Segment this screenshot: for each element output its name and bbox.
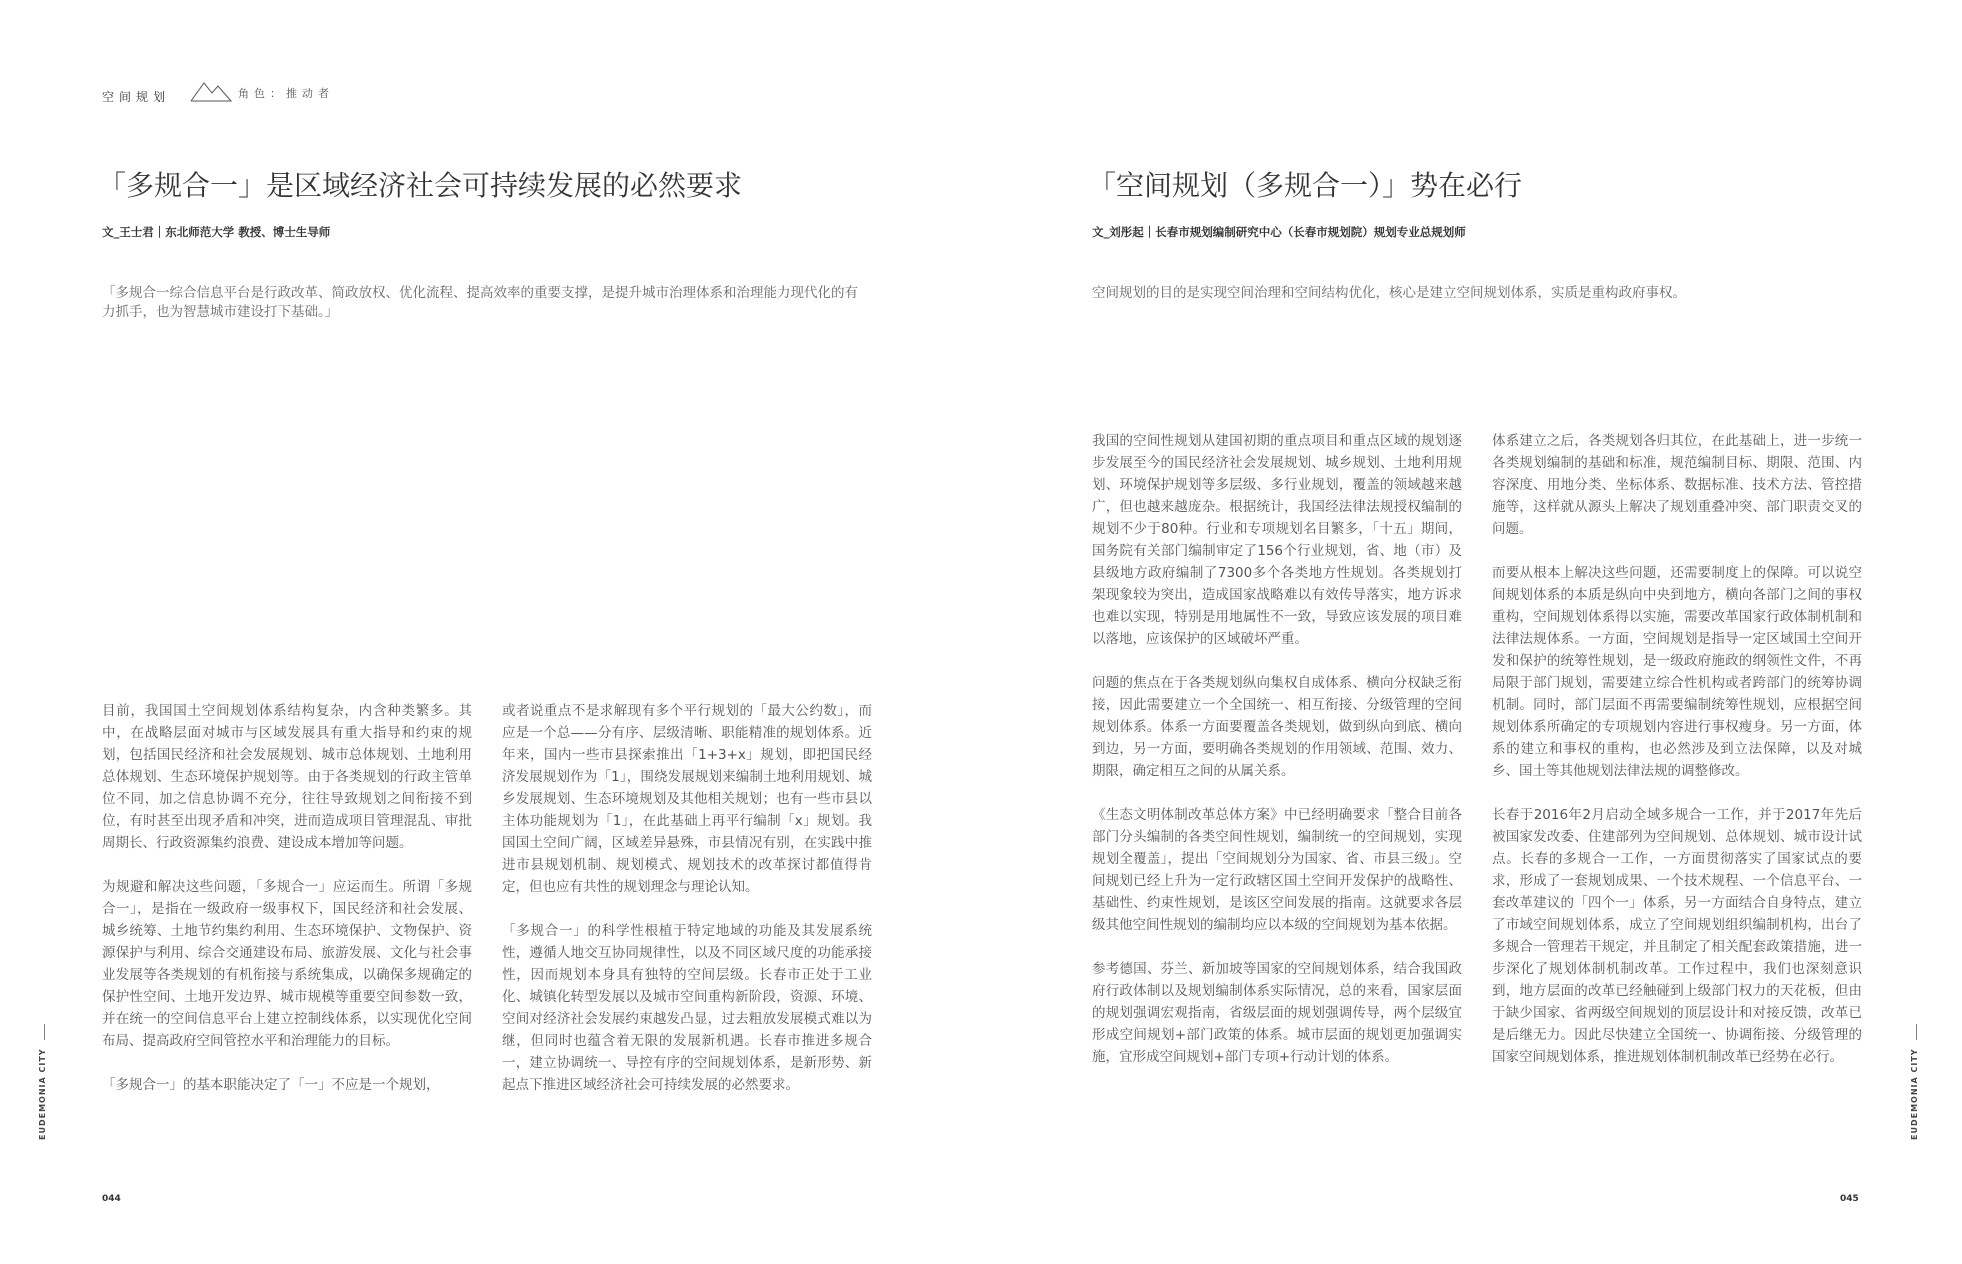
paragraph: 为规避和解决这些问题，「多规合一」应运而生。所谓「多规合一」，是指在一级政府一级事权下，国民经济和社会发展、城乡统筹、土地节约集约利用、生态环境保护、文物保护、资源保护与利用、综合交通建设布局、旅游发展、文化与社会事业发展等各类规划的有机衔接与系统集成，以确保多规确定的保护性空间、土地开发边界、城市规模等重要空间参数一致，并在统一的空间信息平台上建立控制线体系，以实现优化空间布局、提高政府空间管控水平和治理能力的目标。	[102, 879, 472, 1049]
paragraph: 体系建立之后，各类规划各归其位，在此基础上，进一步统一各类规划编制的基础和标准，规范编制目标、期限、范围、内容深度、用地分类、坐标体系、数据标准、技术方法、管控措施等，这样就从源头上解决了规划重叠冲突、部门职责交叉的问题。	[1492, 433, 1862, 537]
right-article-column-2	[1492, 430, 1862, 1068]
paragraph: 参考德国、芬兰、新加坡等国家的空间规划体系，结合我国政府行政体制以及规划编制体系实际情况，总的来看，国家层面的规划强调宏观指南，省级层面的规划强调传导，两个层级宜形成空间规划+部门政策的体系。城市层面的规划更加强调实施，宜形成空间规划+部门专项+行动计划的体系。	[1092, 961, 1462, 1065]
left-side-tick	[44, 1024, 45, 1040]
right-side-tick	[1916, 1024, 1917, 1040]
right-article-byline: 文_刘彤起｜长春市规划编制研究中心（长春市规划院）规划专业总规划师	[1092, 225, 1466, 239]
paragraph: 长春于2016年2月启动全域多规合一工作，并于2017年先后被国家发改委、住建部列为空间规划、总体规划、城市设计试点。长春的多规合一工作，一方面贯彻落实了国家试点的要求，形成了一套规划成果、一个技术规程、一个信息平台、一套改革建议的「四个一」体系，另一方面结合自身特点，建立了市域空间规划体系，成立了空间规划组织编制机构，出台了多规合一管理若干规定，并且制定了相关配套政策措施，进一步深化了规划体制机制改革。工作过程中，我们也深刻意识到，地方层面的改革已经触碰到上级部门权力的天花板，但由于缺少国家、省两级空间规划的顶层设计和对接反馈，改革已是后继无力。因此尽快建立全国统一、协调衔接、分级管理的国家空间规划体系，推进规划体制机制改革已经势在必行。	[1492, 807, 1862, 1065]
paragraph: 目前，我国国土空间规划体系结构复杂，内含种类繁多。其中，在战略层面对城市与区域发展具有重大指导和约束的规划，包括国民经济和社会发展规划、城市总体规划、土地利用总体规划、生态环境保护规划等。由于各类规划的行政主管单位不同，加之信息协调不充分，往往导致规划之间衔接不到位，有时甚至出现矛盾和冲突，进而造成项目管理混乱、审批周期长、行政资源集约浪费、建设成本增加等问题。	[102, 703, 472, 851]
right-article-title: 「空间规划（多规合一）」势在必行	[1088, 169, 1523, 202]
left-article-lead: 「多规合一综合信息平台是行政改革、简政放权、优化流程、提高效率的重要支撑，是提升城市治理体系和治理能力现代化的有力抓手，也为智慧城市建设打下基础。」	[102, 285, 858, 320]
paragraph: 而要从根本上解决这些问题，还需要制度上的保障。可以说空间规划体系的本质是纵向中央到地方，横向各部门之间的事权重构，空间规划体系得以实施，需要改革国家行政体制机制和法律法规体系。一方面，空间规划是指导一定区域国土空间开发和保护的统筹性规划，是一级政府施政的纲领性文件，不再局限于部门规划，需要建立综合性机构或者跨部门的统筹协调机制。同时，部门层面不再需要编制统筹性规划，应根据空间规划体系所确定的专项规划内容进行事权瘦身。另一方面，体系的建立和事权的重构，也必然涉及到立法保障，以及对城乡、国土等其他规划法律法规的调整修改。	[1492, 565, 1862, 779]
right-article-lead: 空间规划的目的是实现空间治理和空间结构优化，核心是建立空间规划体系，实质是重构政府事权。	[1092, 285, 1686, 301]
left-article-column-1	[102, 700, 472, 1096]
page-number-right: 045	[1840, 1194, 1859, 1204]
paragraph: 或者说重点不是求解现有多个平行规划的「最大公约数」，而应是一个总——分有序、层级清晰、职能精准的规划体系。近年来，国内一些市县探索推出「1+3+x」规划，即把国民经济发展规划作为「1」，围绕发展规划来编制土地利用规划、城乡发展规划、生态环境规划及其他相关规划；也有一些市县以主体功能规划为「1」，在此基础上再平行编制「x」规划。我国国土空间广阔，区域差异悬殊，市县情况有别，在实践中推进市县规划机制、规划模式、规划技术的改革探讨都值得肯定，但也应有共性的规划理念与理论认知。	[502, 703, 872, 895]
mountain-icon	[190, 80, 232, 102]
page-number-left: 044	[102, 1194, 121, 1204]
right-brand: EUDEMONIA CITY	[1910, 1048, 1919, 1140]
paragraph: 问题的焦点在于各类规划纵向集权自成体系、横向分权缺乏衔接，因此需要建立一个全国统一、相互衔接、分级管理的空间规划体系。体系一方面要覆盖各类规划，做到纵向到底、横向到边，另一方面，要明确各类规划的作用领域、范围、效力、期限，确定相互之间的从属关系。	[1092, 675, 1462, 779]
paragraph: 《生态文明体制改革总体方案》中已经明确要求「整合目前各部门分头编制的各类空间性规划，编制统一的空间规划，实现规划全覆盖」，提出「空间规划分为国家、省、市县三级」。空间规划已经上升为一定行政辖区国土空间开发保护的战略性、基础性、约束性规划，是该区空间发展的指南。这就要求各层级其他空间性规划的编制均应以本级的空间规划为基本依据。	[1092, 807, 1462, 933]
right-article-column-1	[1092, 430, 1462, 1068]
paragraph: 「多规合一」的基本职能决定了「一」不应是一个规划，	[102, 1077, 440, 1093]
section-label: 空间规划	[102, 90, 171, 104]
paragraph: 「多规合一」的科学性根植于特定地域的功能及其发展系统性，遵循人地交互协同规律性，以及不同区域尺度的功能承接性，因而规划本身具有独特的空间层级。长春市正处于工业化、城镇化转型发展以及城市空间重构新阶段，资源、环境、空间对经济社会发展约束越发凸显，过去粗放发展模式难以为继，但同时也蕴含着无限的发展新机遇。长春市推进多规合一，建立协调统一、导控有序的空间规划体系，是新形势、新起点下推进区域经济社会可持续发展的必然要求。	[502, 923, 872, 1093]
left-article-column-2	[502, 700, 872, 1096]
left-brand: EUDEMONIA CITY	[38, 1048, 47, 1140]
left-article-title: 「多规合一」是区域经济社会可持续发展的必然要求	[98, 169, 743, 202]
paragraph: 我国的空间性规划从建国初期的重点项目和重点区域的规划逐步发展至今的国民经济社会发展规划、城乡规划、土地利用规划、环境保护规划等多层级、多行业规划，覆盖的领域越来越广，但也越来越庞杂。根据统计，我国经法律法规授权编制的规划不少于80种。行业和专项规划名目繁多，「十五」期间，国务院有关部门编制审定了156个行业规划，省、地（市）及县级地方政府编制了7300多个各类地方性规划。各类规划打架现象较为突出，造成国家战略难以有效传导落实，地方诉求也难以实现，特别是用地属性不一致，导致应该发展的项目难以落地，应该保护的区域破坏严重。	[1092, 433, 1462, 647]
left-article-byline: 文_王士君｜东北师范大学 教授、博士生导师	[102, 225, 331, 239]
role-label: 角色：推动者	[238, 87, 334, 100]
